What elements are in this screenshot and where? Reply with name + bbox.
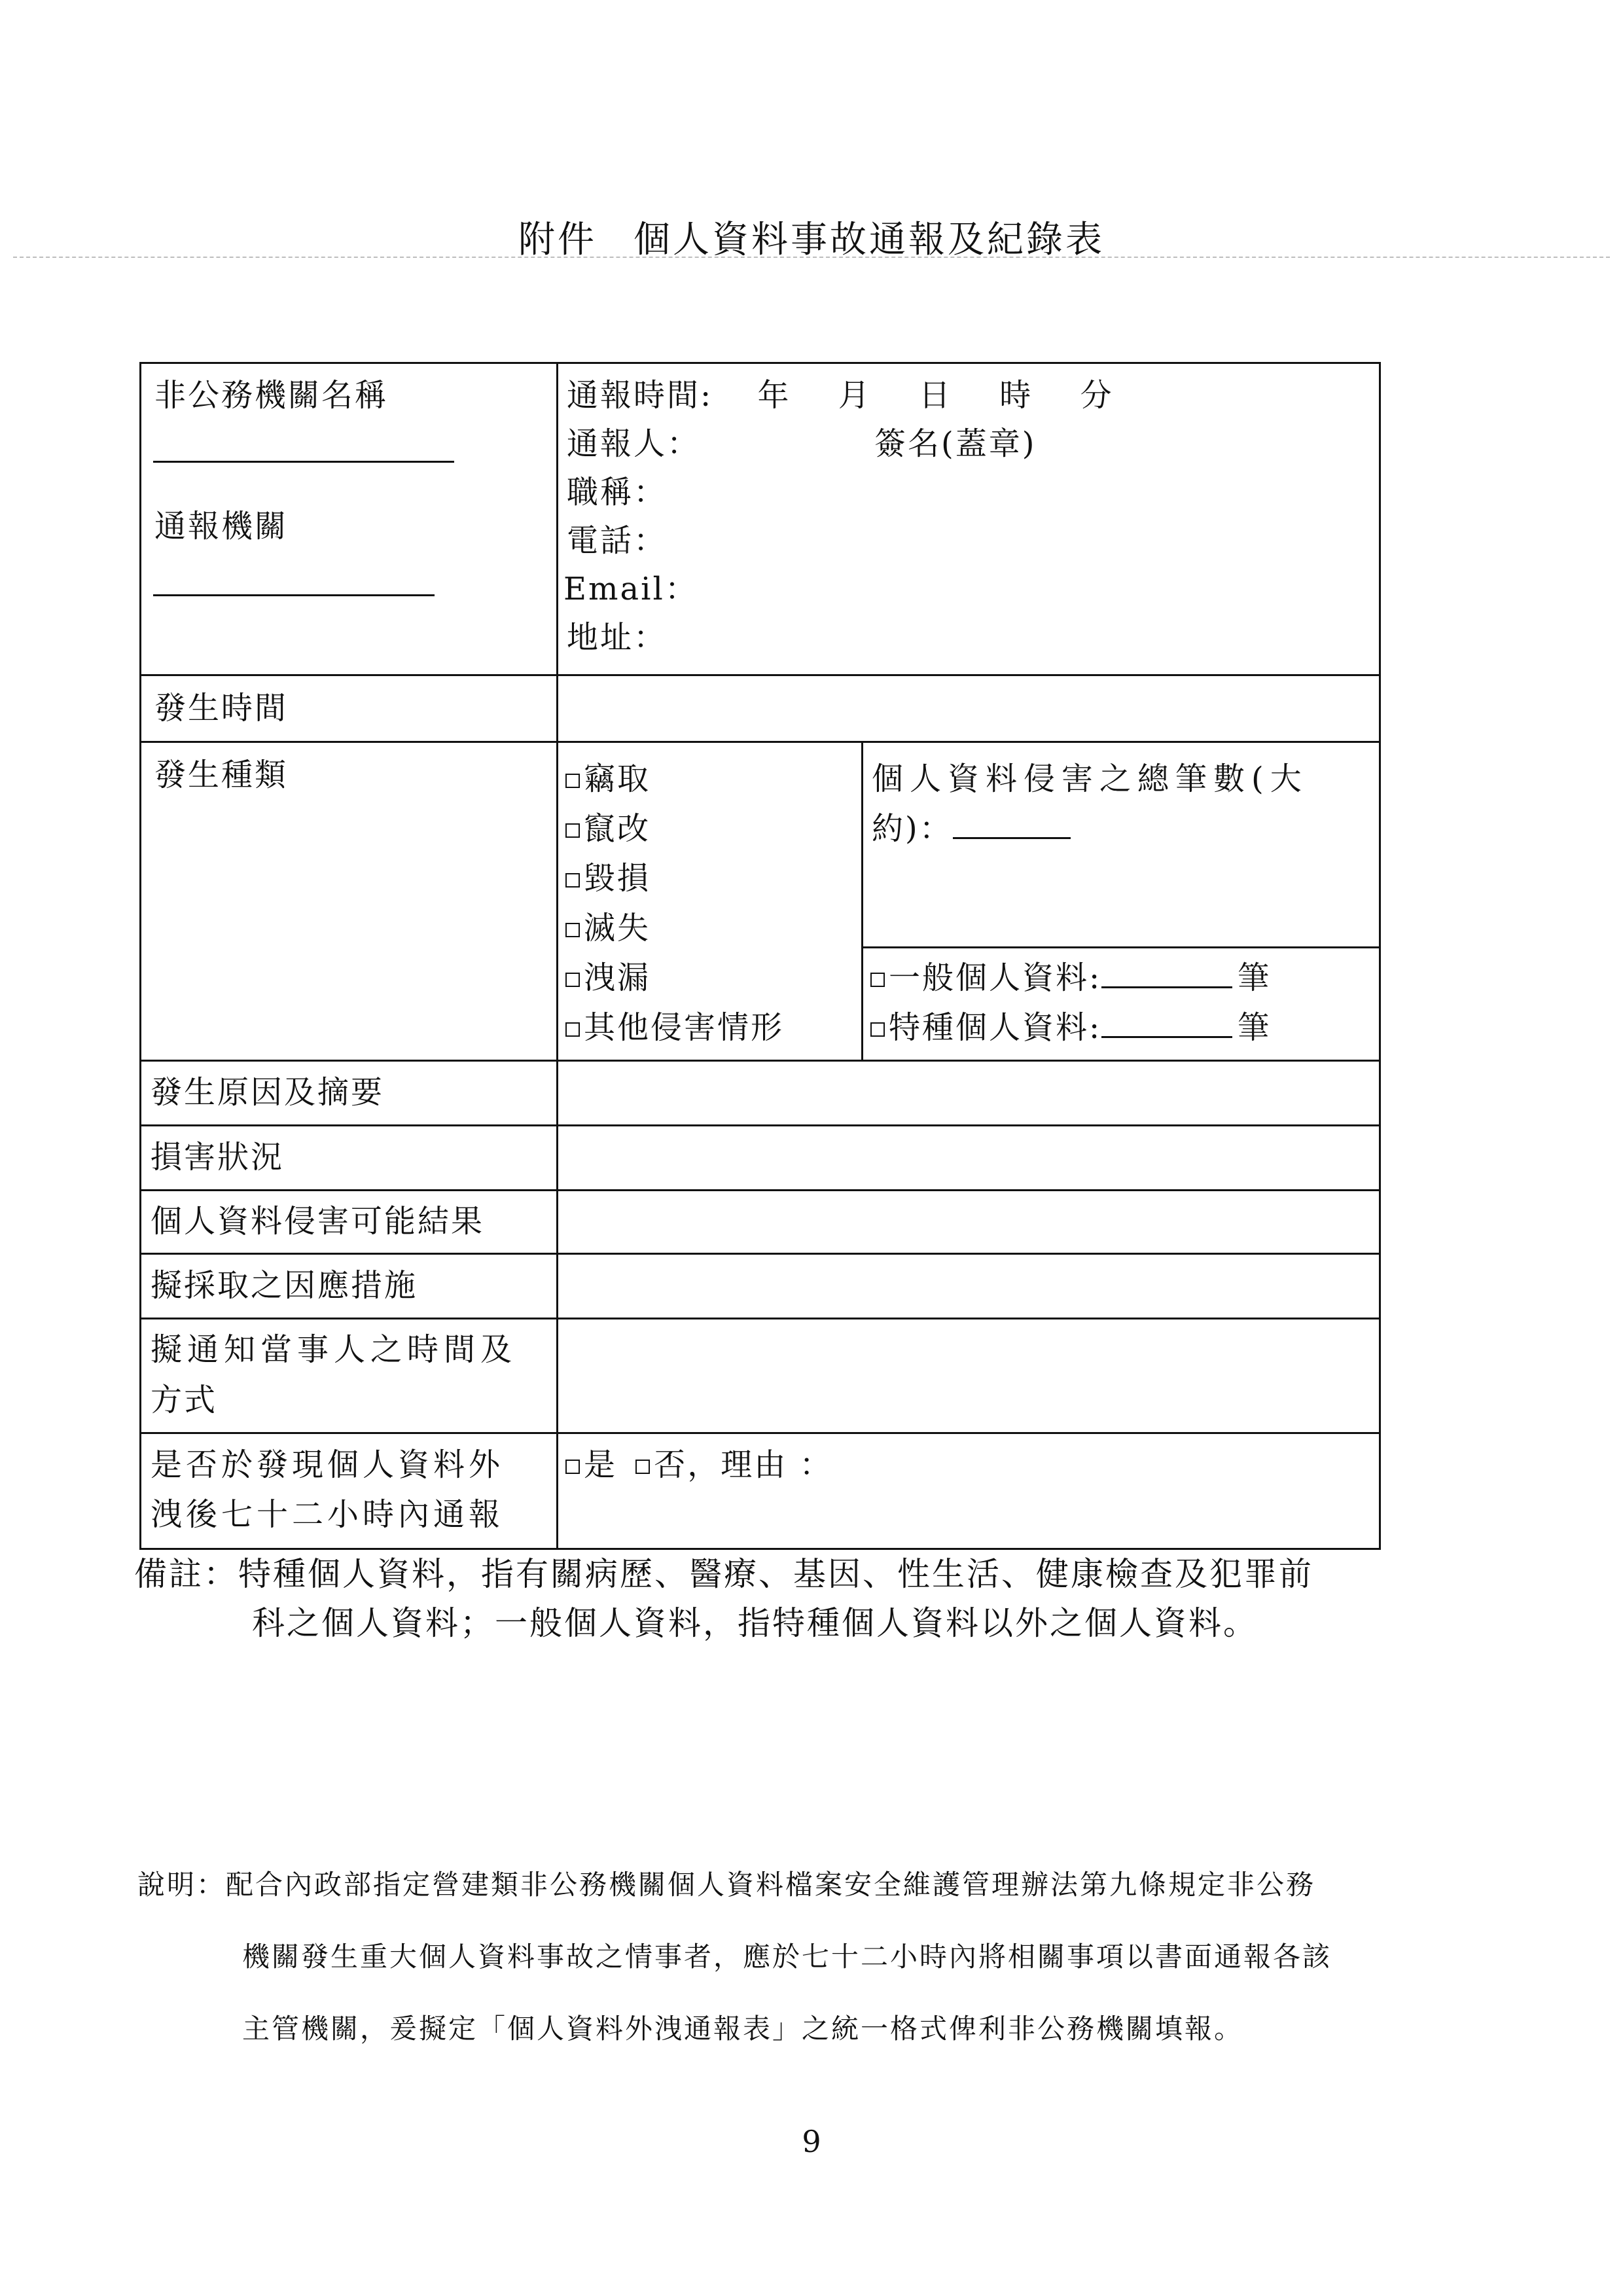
yes-label: 是 [584,1446,618,1483]
count-unit: 筆 [1238,1009,1272,1046]
email-label: Email： [563,571,698,607]
report-time-label: 通報時間: [567,377,713,414]
row-divider [141,1318,1379,1319]
row-divider [141,741,1379,743]
within72-label: 是否於發現個人資料外 [151,1446,505,1483]
damage-label: 損害狀況 [151,1139,285,1175]
explanation-line-2: 機關發生重大個人資料事故之情事者，應於七十二小時內將相關事項以書面通報各該 [242,1941,1332,1973]
column-divider [861,741,863,1060]
general-data-row [870,953,1271,1003]
type-option-theft[interactable] [565,754,651,804]
checkbox[interactable] [565,1022,580,1037]
phone-label: 電話： [567,522,668,559]
row-divider [861,946,1379,948]
total-count-blank[interactable] [953,808,1071,839]
within72-options [565,1440,833,1490]
type-option-label: 洩漏 [584,960,651,996]
measures-field[interactable] [560,1256,1375,1315]
notify-party-label: 擬通知當事人之時間及 [151,1331,518,1368]
time-unit-minute: 分 [1080,377,1114,414]
row-divider [141,1432,1379,1434]
notify-agency-blank[interactable] [153,594,435,596]
special-data-label: 特種個人資料: [889,1009,1102,1046]
row-divider [141,1124,1379,1126]
row-divider [141,674,1379,676]
no-checkbox[interactable] [635,1460,650,1474]
notify-party-label-cont: 方式 [151,1382,218,1418]
possible-result-field[interactable] [560,1193,1375,1250]
column-divider [556,364,558,1548]
type-option-damage[interactable] [565,853,651,903]
special-data-count-blank[interactable] [1101,1007,1232,1038]
row-divider [141,1189,1379,1191]
type-option-leak[interactable] [565,953,651,1003]
incident-report-form [139,362,1381,1550]
no-label: 否，理由 ： [654,1446,833,1483]
type-option-label: 竊取 [584,761,651,797]
row-divider [141,1253,1379,1255]
type-option-other[interactable] [565,1003,784,1052]
checkbox[interactable] [565,923,580,937]
reporter-label: 通報人： [567,425,701,462]
possible-result-label: 個人資料侵害可能結果 [151,1203,485,1240]
type-option-label: 其他侵害情形 [584,1009,785,1046]
within72-label-cont: 洩後七十二小時內通報 [151,1496,505,1533]
damage-field[interactable] [560,1128,1375,1187]
total-count-label-tail: 約)： [872,810,953,847]
total-count-label-cont [872,804,1071,853]
general-data-label: 一般個人資料: [889,960,1102,996]
page-number: 9 [802,2124,821,2159]
page-title [0,211,1623,263]
signature-label: 簽名(蓋章) [874,425,1037,462]
measures-label: 擬採取之因應措施 [151,1267,418,1304]
checkbox[interactable] [565,774,580,788]
job-title-label: 職稱： [567,474,668,511]
cause-field[interactable] [560,1063,1375,1122]
remark-line-2: 科之個人資料；一般個人資料，指特種個人資料以外之個人資料。 [252,1604,1258,1642]
type-option-label: 滅失 [584,910,651,946]
type-option-tamper[interactable] [565,804,651,853]
title-text: 個人資料事故通報及紀錄表 [633,219,1105,261]
type-option-label: 竄改 [584,810,651,847]
notify-agency-label: 通報機關 [154,508,289,545]
checkbox[interactable] [565,873,580,888]
time-unit-month: 月 [838,377,872,414]
type-option-label: 毀損 [584,860,651,897]
occurrence-time-label: 發生時間 [154,690,289,726]
total-count-label: 個人資料侵害之總筆數(大 [872,761,1308,797]
count-unit: 筆 [1238,960,1272,996]
address-label: 地址： [567,619,668,656]
explanation-line-1: 說明：配合內政部指定營建類非公務機關個人資料檔案安全維護管理辦法第九條規定非公務 [137,1869,1316,1901]
time-unit-hour: 時 [999,377,1033,414]
checkbox[interactable] [870,1022,885,1037]
title-prefix: 附件 [518,219,597,261]
row-divider [141,1060,1379,1062]
special-data-row [870,1003,1271,1052]
time-unit-day: 日 [919,377,953,414]
checkbox[interactable] [565,973,580,987]
notify-party-field[interactable] [560,1321,1375,1429]
type-option-loss[interactable] [565,903,651,953]
time-unit-year: 年 [757,377,791,414]
occurrence-time-field[interactable] [560,678,1375,738]
yes-checkbox[interactable] [565,1460,580,1474]
checkbox[interactable] [565,823,580,838]
occurrence-type-label: 發生種類 [154,757,289,793]
cause-label: 發生原因及摘要 [151,1074,385,1111]
remark-line-1: 備註：特種個人資料，指有關病歷、醫療、基因、性生活、健康檢查及犯罪前 [134,1555,1313,1593]
general-data-count-blank[interactable] [1101,958,1232,988]
checkbox[interactable] [870,973,885,987]
org-name-label: 非公務機關名稱 [154,377,389,414]
explanation-line-3: 主管機關，爰擬定「個人資料外洩通報表」之統一格式俾利非公務機關填報。 [242,2013,1244,2045]
org-name-blank[interactable] [153,461,454,463]
